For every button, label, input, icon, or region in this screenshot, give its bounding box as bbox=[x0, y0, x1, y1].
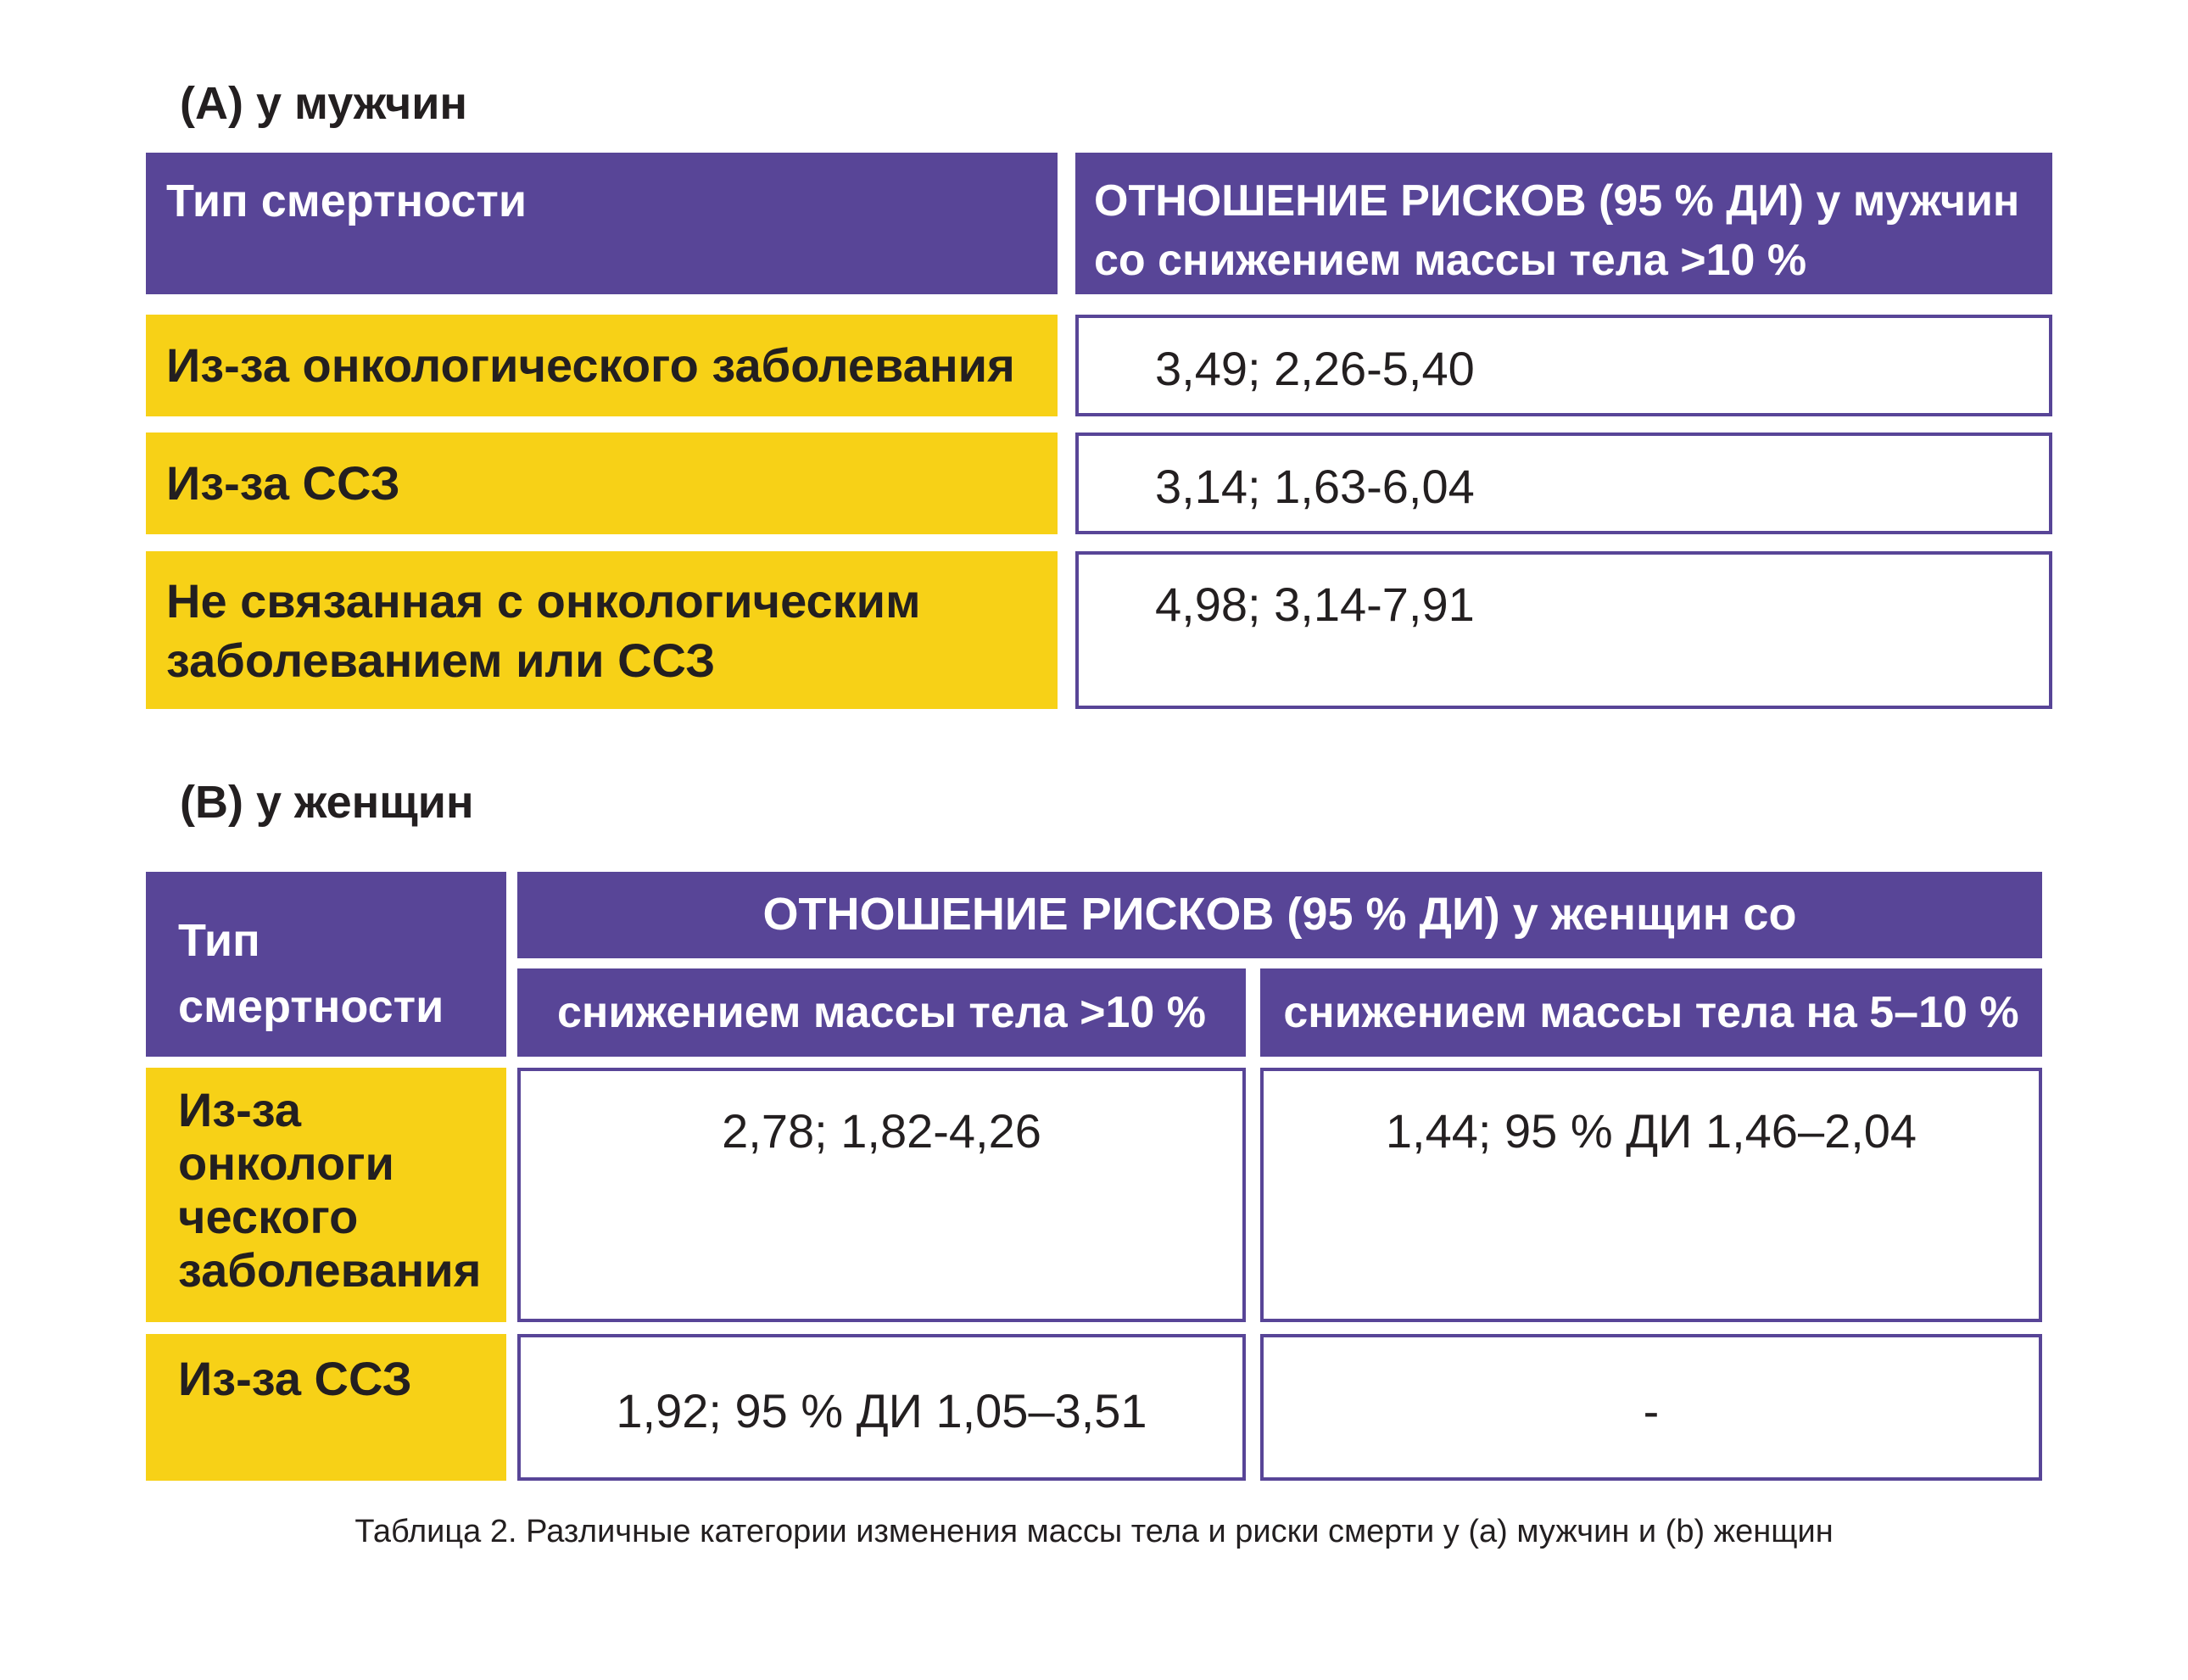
women-row-1-label-line3: ческого bbox=[178, 1190, 359, 1243]
men-row-1-label-text: Из-за онкологического заболевания bbox=[166, 338, 1015, 392]
men-row-3-label bbox=[146, 551, 1058, 709]
men-row-3-label-line1: Не связанная с онкологическим bbox=[166, 574, 921, 628]
men-row-2-value bbox=[1075, 433, 2052, 534]
men-row-2-value-text: 3,14; 1,63-6,04 bbox=[1155, 460, 1475, 513]
women-header-ratio-text: ОТНОШЕНИЕ РИСКОВ (95 % ДИ) у женщин со bbox=[762, 889, 1797, 940]
women-header-type bbox=[146, 872, 506, 1057]
section-title-men: (А) у мужчин bbox=[180, 78, 468, 129]
men-header-type bbox=[146, 153, 1058, 294]
women-row-1-value-2-text: 1,44; 95 % ДИ 1,46–2,04 bbox=[1385, 1104, 1917, 1158]
women-row-1-label bbox=[146, 1068, 506, 1322]
women-row-1-label-line2: онкологи bbox=[178, 1136, 394, 1190]
section-title-women: (B) у женщин bbox=[180, 777, 474, 828]
women-row-2-value-1 bbox=[517, 1334, 1246, 1481]
women-header-type-line2: смертности bbox=[178, 981, 444, 1032]
men-row-2-label-text: Из-за ССЗ bbox=[166, 456, 400, 510]
women-row-2-value-2-text: - bbox=[1643, 1384, 1660, 1437]
men-header-type-label: Тип смертности bbox=[166, 176, 527, 226]
women-header-ratio bbox=[517, 872, 2042, 958]
women-row-2-label bbox=[146, 1334, 506, 1481]
women-subheader-1-text: снижением массы тела >10 % bbox=[557, 988, 1206, 1037]
men-row-3-value-text: 4,98; 3,14-7,91 bbox=[1155, 578, 1475, 631]
women-row-1-label-line4: заболевания bbox=[178, 1243, 482, 1297]
women-row-1-value-2 bbox=[1260, 1068, 2042, 1322]
women-subheader-1 bbox=[517, 968, 1246, 1057]
women-subheader-2-text: снижением массы тела на 5–10 % bbox=[1283, 988, 2019, 1037]
women-row-1-label-line1: Из-за bbox=[178, 1083, 301, 1136]
women-row-1-value-1 bbox=[517, 1068, 1246, 1322]
women-row-1-value-1-text: 2,78; 1,82-4,26 bbox=[722, 1104, 1041, 1158]
men-row-1-label bbox=[146, 315, 1058, 416]
men-row-3-value bbox=[1075, 551, 2052, 709]
men-row-3-label-line2: заболеванием или ССЗ bbox=[166, 633, 716, 687]
men-row-1-value-text: 3,49; 2,26-5,40 bbox=[1155, 342, 1475, 395]
women-header-type-line1: Тип bbox=[178, 915, 260, 966]
women-row-2-label-text: Из-за ССЗ bbox=[178, 1352, 412, 1405]
men-row-2-label bbox=[146, 433, 1058, 534]
table-caption: Таблица 2. Различные категории изменения массы тела и риски смерти у (a) мужчин и (b) женщин bbox=[354, 1514, 1834, 1549]
men-row-1-value bbox=[1075, 315, 2052, 416]
men-header-ratio bbox=[1075, 153, 2052, 294]
women-row-2-value-2 bbox=[1260, 1334, 2042, 1481]
women-row-2-value-1-text: 1,92; 95 % ДИ 1,05–3,51 bbox=[616, 1384, 1147, 1437]
men-header-ratio-line2: со снижением массы тела >10 % bbox=[1094, 236, 1807, 285]
women-subheader-2 bbox=[1260, 968, 2042, 1057]
men-header-ratio-line1: ОТНОШЕНИЕ РИСКОВ (95 % ДИ) у мужчин bbox=[1094, 176, 2020, 226]
